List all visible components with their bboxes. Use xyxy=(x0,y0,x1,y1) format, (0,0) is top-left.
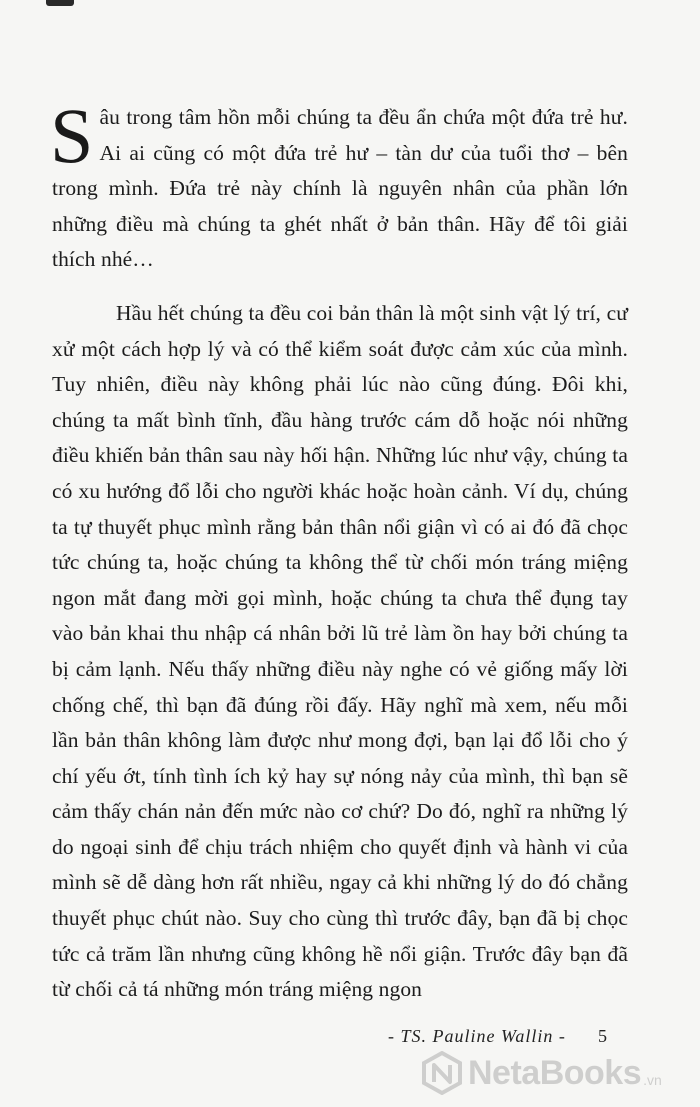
drop-cap: S xyxy=(50,92,94,179)
watermark-brand: NetaBooks xyxy=(468,1053,642,1092)
footer-author: - TS. Pauline Wallin - xyxy=(388,1026,566,1046)
body-text xyxy=(50,92,628,1008)
paragraph-2: Hầu hết chúng ta đều coi bản thân là một sinh vật lý trí, cư xử một cách hợp lý và có thể kiểm soát được cảm xúc của mình. Tuy nhiên, điều này không phải lúc nào cũng đúng. Đôi khi, chúng ta mất bình tĩnh, đầu hàng trước cám dỗ hoặc nói những điều khiến bản thân sau này hối hận. Những lúc như vậy, chúng ta có xu hướng đổ lỗi cho người khác hoặc hoàn cảnh. Ví dụ, chúng ta tự thuyết phục mình rằng bản thân nổi giận vì có ai đó đã chọc tức chúng ta, hoặc chúng ta không thể từ chối món tráng miệng ngon mắt đang mời gọi mình, hoặc chúng ta chưa thể đụng tay vào bản khai thu nhập cá nhân bởi lũ trẻ làm ồn hay bởi chúng ta bị cảm lạnh. Nếu thấy những điều này nghe có vẻ giống mấy lời chống chế, thì bạn đã đúng rồi đấy. Hãy nghĩ mà xem, nếu mỗi lần bản thân không làm được như mong đợi, bạn lại đổ lỗi cho ý chí yếu ớt, tính tình ích kỷ hay sự nóng nảy của mình, thì bạn sẽ cảm thấy chán nản đến mức nào cơ chứ? Do đó, nghĩ ra những lý do ngoại sinh để chịu trách nhiệm cho quyết định và hành vi của mình sẽ dễ dàng hơn rất nhiều, ngay cả khi những lý do đó chẳng thuyết phục chút nào. Suy cho cùng thì trước đây, bạn đã bị chọc tức cả trăm lần nhưng cũng không hề nổi giận. Trước đây bạn đã từ chối cả tá những món tráng miệng ngon xyxy=(52,300,628,1002)
paragraph-1 xyxy=(50,92,628,278)
watermark xyxy=(420,1046,690,1100)
paragraph-1-text: âu trong tâm hồn mỗi chúng ta đều ẩn chứa một đứa trẻ hư. Ai ai cũng có một đứa trẻ hư – tàn dư của tuổi thơ – bên trong mình. Đứa trẻ này chính là nguyên nhân của phần lớn những điều mà chúng ta ghét nhất ở bản thân. Hãy để tôi giải thích nhé… xyxy=(52,105,628,272)
page-number: 5 xyxy=(598,1026,607,1046)
netabooks-logo-icon xyxy=(420,1051,464,1095)
watermark-suffix: .vn xyxy=(643,1072,662,1088)
